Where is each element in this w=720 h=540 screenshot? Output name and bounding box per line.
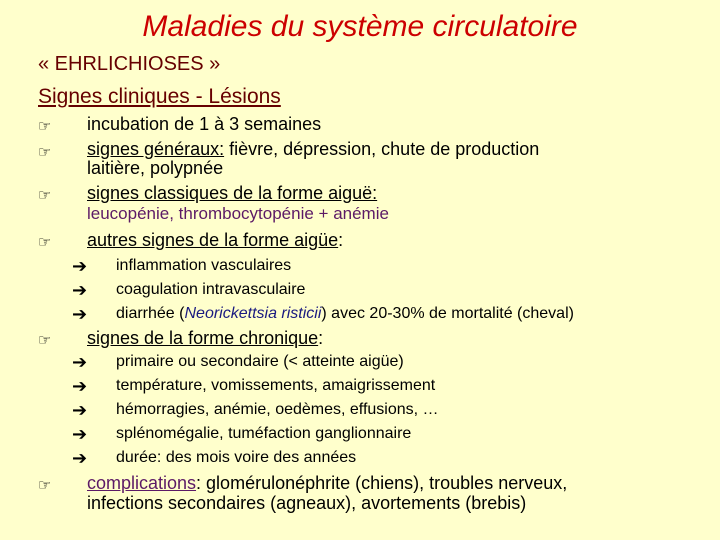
acute-sign-3-pre: diarrhée ( [116,305,185,322]
pointing-hand-icon: ☞ [38,477,52,494]
classic-acute-signs: leucopénie, thrombocytopénie + anémie [87,204,389,223]
chronic-sign-3: hémorragies, anémie, oedèmes, effusions, … [116,401,439,418]
right-arrow-icon: ➔ [72,376,88,396]
chronic-heading: signes de la forme chronique [87,328,319,348]
acute-sign-2: coagulation intravasculaire [116,281,306,298]
chronic-sign-2: température, vomissements, amaigrissement [116,377,436,394]
pointing-hand-icon: ☞ [38,144,52,161]
page-title: Maladies du système circulatoire [142,10,578,43]
section-heading: Signes cliniques - Lésions [38,85,281,108]
species-name: Neorickettsia risticii [184,305,322,322]
pointing-hand-icon: ☞ [38,118,52,135]
right-arrow-icon: ➔ [72,304,88,324]
chronic-sign-1: primaire ou secondaire (< atteinte aigüe) [116,353,404,370]
disease-name: « EHRLICHIOSES » [38,53,221,75]
general-signs-text: fièvre, dépression, chute de production [224,139,540,159]
acute-sign-1: inflammation vasculaires [116,257,292,274]
chronic-sign-4: splénomégalie, tuméfaction ganglionnaire [116,425,412,442]
pointing-hand-icon: ☞ [38,187,52,204]
right-arrow-icon: ➔ [72,256,88,276]
classic-acute-heading: signes classiques de la forme aiguë: [87,183,378,203]
right-arrow-icon: ➔ [72,280,88,300]
bullet-chronic [87,329,323,348]
general-signs-line2: laitière, polypnée [87,158,224,178]
complications-heading: complications [87,473,197,493]
other-acute-heading: autres signes de la forme aigüe [87,230,339,250]
chronic-colon: : [318,328,324,348]
right-arrow-icon: ➔ [72,424,88,444]
pointing-hand-icon: ☞ [38,234,52,251]
right-arrow-icon: ➔ [72,400,88,420]
bullet-other-acute [87,231,343,250]
right-arrow-icon: ➔ [72,448,88,468]
complications-text: : glomérulonéphrite (chiens), troubles nerveux, [196,473,568,493]
acute-sign-3-post: ) avec 20-30% de mortalité (cheval) [321,305,574,322]
chronic-sign-5: durée: des mois voire des années [116,449,357,466]
bullet-complications [87,474,567,493]
right-arrow-icon: ➔ [72,352,88,372]
other-acute-colon: : [338,230,344,250]
bullet-incubation: incubation de 1 à 3 semaines [87,114,322,134]
acute-sign-3 [116,305,574,323]
pointing-hand-icon: ☞ [38,332,52,349]
general-signs-heading: signes généraux: [87,139,225,159]
bullet-general-signs [87,140,539,159]
complications-line2: infections secondaires (agneaux), avortements (brebis) [87,493,527,513]
